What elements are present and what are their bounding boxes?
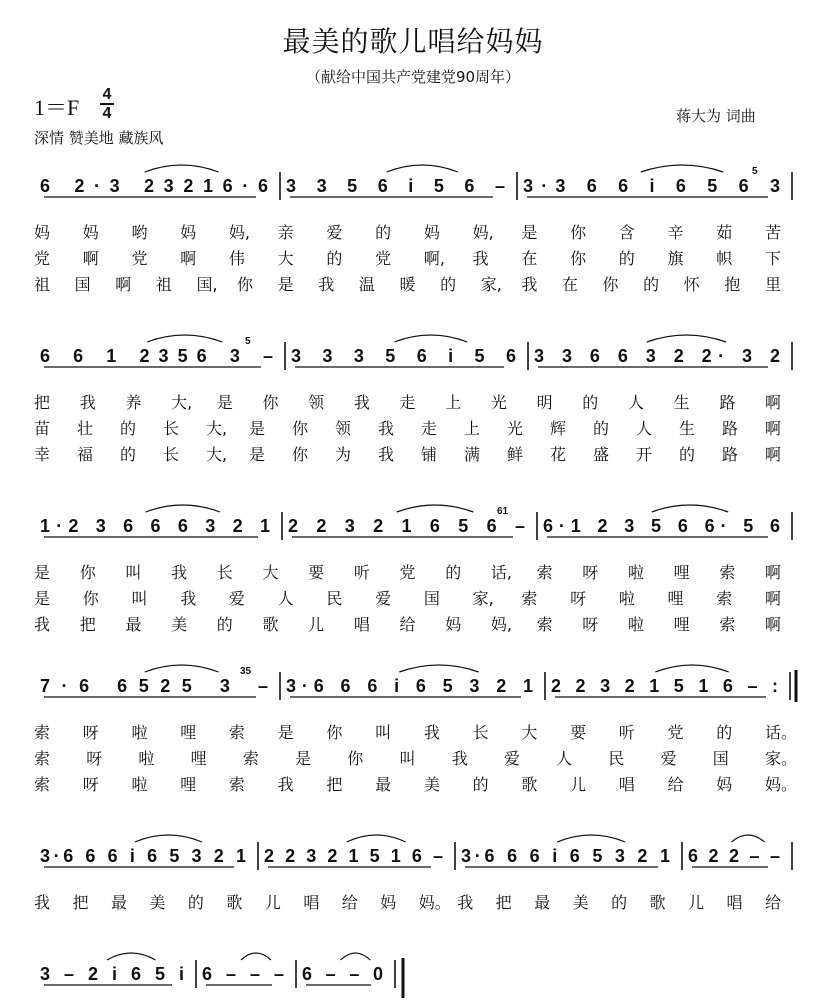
measure-notes: 3 – 2 i 6 5 i — [40, 964, 184, 984]
lyric-syllable: 啊 — [115, 275, 132, 294]
measure-notes: 7·6 6525 3 – — [40, 676, 268, 696]
lyric-syllable: 索 — [719, 615, 736, 634]
lyric-syllable: 旗 — [667, 249, 684, 268]
lyric-syllable: 唱 — [303, 893, 320, 912]
lyric-syllable: 哩 — [180, 775, 197, 794]
lyric-syllable: 长 — [472, 723, 489, 742]
lyric-syllable: 明 — [536, 393, 553, 412]
lyric-syllable: 哩 — [673, 563, 690, 582]
lyric-syllable: 索 — [536, 615, 553, 634]
lyric-syllable: 民 — [326, 589, 343, 608]
lyric-syllable: 路 — [722, 419, 739, 438]
lyric-syllable: 党 — [667, 723, 684, 742]
lyric-syllable: 呀 — [82, 723, 99, 742]
lyric-syllable: 的 — [375, 223, 392, 242]
lyric-syllable: 光 — [507, 419, 524, 438]
lyric-syllable: 爱 — [228, 589, 245, 608]
measure-notes: 1·2 3 6 6 6 3 2 1 — [40, 516, 270, 536]
lyric-syllable: 你 — [347, 749, 364, 768]
lyric-syllable: 大 — [262, 563, 279, 582]
lyric-syllable: 大 — [277, 249, 294, 268]
lyric-syllable: 妈。 — [765, 775, 798, 794]
lyric-syllable: 我 — [34, 893, 51, 912]
lyric-syllable: 呀 — [86, 749, 103, 768]
lyric-syllable: 你 — [292, 445, 309, 464]
lyric-syllable: 路 — [719, 393, 736, 412]
lyric-syllable: 呀 — [82, 775, 99, 794]
lyric-syllable: 家, — [480, 275, 502, 294]
lyric-syllable: 索 — [716, 589, 733, 608]
lyric-syllable: 啊 — [765, 589, 782, 608]
lyric-syllable: 暖 — [399, 275, 416, 294]
lyric-syllable: 的 — [643, 275, 660, 294]
lyric-syllable: 党 — [375, 249, 392, 268]
lyric-syllable: 给 — [667, 775, 684, 794]
lyric-syllable: 爱 — [375, 589, 392, 608]
song-title: 最美的歌儿唱给妈妈 — [282, 25, 544, 58]
lyric-syllable: 下 — [765, 249, 782, 268]
grace-note: 61 — [497, 506, 509, 517]
lyric-syllable: 歌 — [521, 775, 538, 794]
slur-arc — [397, 505, 474, 512]
lyric-syllable: 含 — [618, 223, 635, 242]
lyric-syllable: 领 — [308, 393, 325, 412]
lyric-syllable: 唱 — [618, 775, 635, 794]
measure-notes: 2 2 3 2 1 6 5 6 – — [288, 516, 525, 536]
lyric-syllable: 上 — [464, 419, 481, 438]
lyric-syllable: 盛 — [593, 445, 610, 464]
composer-credit: 蒋大为 词曲 — [676, 107, 756, 125]
slur-arc — [145, 665, 219, 672]
lyric-syllable: 苗 — [34, 419, 51, 438]
measure-notes: 2 2 3 2 1 5 1 6 – : — [551, 676, 778, 696]
slur-arc — [399, 665, 479, 672]
lyric-syllable: 最 — [375, 775, 392, 794]
lyric-syllable: 的 — [582, 393, 599, 412]
lyric-syllable: 党 — [34, 249, 51, 268]
lyric-syllable: 哟 — [131, 223, 148, 242]
lyric-syllable: 国 — [423, 589, 440, 608]
lyric-syllable: 哩 — [667, 589, 684, 608]
lyric-syllable: 妈 — [445, 615, 462, 634]
slur-arc — [387, 165, 458, 172]
lyric-syllable: 的 — [440, 275, 457, 294]
lyric-syllable: 人 — [627, 393, 644, 412]
measure-notes: 6·1 2 3 5 6 6· 5 6 — [543, 516, 780, 536]
lyric-syllable: 养 — [125, 393, 142, 412]
lyric-syllable: 啦 — [131, 723, 148, 742]
lyric-syllable: 光 — [490, 393, 507, 412]
lyric-syllable: 党 — [131, 249, 148, 268]
lyric-syllable: 辉 — [550, 419, 567, 438]
lyric-syllable: 祖 — [155, 275, 172, 294]
measure-notes: 3·3 6 6 i 6 5 6 3 — [523, 176, 780, 196]
lyric-syllable: 听 — [618, 723, 635, 742]
slur-arc — [732, 835, 765, 842]
lyric-syllable: 我 — [318, 275, 335, 294]
slur-arc — [341, 953, 371, 960]
lyric-syllable: 大 — [521, 723, 538, 742]
lyric-syllable: 福 — [77, 445, 94, 464]
lyric-syllable: 温 — [358, 275, 375, 294]
lyric-syllable: 啦 — [131, 775, 148, 794]
lyric-syllable: 是 — [34, 563, 51, 582]
lyric-syllable: 叫 — [131, 589, 148, 608]
grace-note: 35 — [240, 666, 252, 677]
lyric-syllable: 给 — [765, 893, 782, 912]
lyric-syllable: 的 — [187, 893, 204, 912]
lyric-syllable: 的 — [716, 723, 733, 742]
lyric-syllable: 铺 — [421, 445, 438, 464]
measure-notes: 3 3 3 5 6 i 5 6 — [291, 346, 516, 366]
lyric-syllable: 的 — [120, 445, 137, 464]
lyric-syllable: 话, — [490, 563, 512, 582]
lyric-syllable: 叫 — [375, 723, 392, 742]
lyric-syllable: 人 — [636, 419, 653, 438]
measure-notes: 6 – – 0 — [302, 964, 383, 984]
lyric-syllable: 我 — [378, 445, 395, 464]
lyric-syllable: 是 — [521, 223, 538, 242]
lyric-syllable: 啦 — [138, 749, 155, 768]
lyric-syllable: 祖 — [34, 275, 51, 294]
lyric-syllable: 你 — [262, 393, 279, 412]
time-signature-top: 4 — [102, 86, 112, 103]
measure-notes: 3·6 6 6 i 6 5 3 2 1 — [461, 846, 670, 866]
lyric-syllable: 路 — [722, 445, 739, 464]
lyric-syllable: 亲 — [277, 223, 294, 242]
lyric-syllable: 妈, — [490, 615, 512, 634]
lyric-syllable: 歌 — [226, 893, 243, 912]
lyric-syllable: 的 — [618, 249, 635, 268]
lyric-syllable: 走 — [399, 393, 416, 412]
slur-arc — [394, 335, 467, 342]
lyric-syllable: 要 — [308, 563, 325, 582]
time-signature-bottom: 4 — [102, 105, 112, 122]
lyric-syllable: 为 — [335, 445, 352, 464]
lyric-syllable: 鲜 — [507, 445, 524, 464]
lyric-syllable: 美 — [423, 775, 440, 794]
lyric-syllable: 我 — [277, 775, 294, 794]
lyric-syllable: 你 — [570, 249, 587, 268]
lyric-syllable: 哩 — [180, 723, 197, 742]
slur-arc — [146, 505, 220, 512]
lyric-syllable: 我 — [79, 393, 96, 412]
measure-notes: 2 2 3 2 1 5 1 6 – — [264, 846, 443, 866]
lyric-syllable: 呀 — [582, 563, 599, 582]
lyric-syllable: 最 — [534, 893, 551, 912]
lyric-syllable: 人 — [556, 749, 573, 768]
lyric-syllable: 索 — [242, 749, 259, 768]
lyric-syllable: 呀 — [570, 589, 587, 608]
lyric-syllable: 你 — [570, 223, 587, 242]
lyric-syllable: 满 — [464, 445, 481, 464]
lyric-syllable: 把 — [326, 775, 343, 794]
lyric-syllable: 儿 — [264, 893, 281, 912]
lyric-syllable: 民 — [608, 749, 625, 768]
lyric-syllable: 你 — [79, 563, 96, 582]
lyric-syllable: 妈 — [380, 893, 397, 912]
lyric-syllable: 把 — [79, 615, 96, 634]
lyric-syllable: 花 — [550, 445, 567, 464]
lyric-syllable: 啊, — [423, 249, 445, 268]
lyric-syllable: 的 — [216, 615, 233, 634]
lyric-syllable: 是 — [249, 419, 266, 438]
measure-notes: 6 2·3 23216·6 — [40, 176, 268, 196]
lyric-syllable: 美 — [572, 893, 589, 912]
lyric-syllable: 歌 — [649, 893, 666, 912]
lyric-syllable: 叫 — [399, 749, 416, 768]
lyric-syllable: 长 — [163, 445, 180, 464]
lyric-syllable: 要 — [570, 723, 587, 742]
lyric-syllable: 的 — [593, 419, 610, 438]
lyric-syllable: 哩 — [190, 749, 207, 768]
measure-notes: 3 3 6 6 3 2 2· 3 2 — [534, 346, 780, 366]
lyric-syllable: 生 — [673, 393, 690, 412]
lyric-syllable: 唱 — [353, 615, 370, 634]
lyric-syllable: 茹 — [716, 223, 733, 242]
lyric-syllable: 儿 — [688, 893, 705, 912]
lyric-syllable: 啊 — [765, 615, 782, 634]
lyric-syllable: 帜 — [716, 249, 733, 268]
lyric-syllable: 国 — [712, 749, 729, 768]
lyric-syllable: 我 — [34, 615, 51, 634]
measure-notes: 6 – – – — [202, 964, 284, 984]
lyric-syllable: 把 — [495, 893, 512, 912]
lyric-syllable: 领 — [335, 419, 352, 438]
lyric-syllable: 最 — [110, 893, 127, 912]
slur-arc — [241, 953, 271, 960]
lyric-syllable: 啦 — [627, 615, 644, 634]
lyric-syllable: 大, — [171, 393, 193, 412]
lyric-syllable: 索 — [536, 563, 553, 582]
lyric-syllable: 我 — [451, 749, 468, 768]
expression-marking: 深情 赞美地 藏族风 — [34, 129, 164, 147]
lyric-syllable: 是 — [34, 589, 51, 608]
lyric-syllable: 啊 — [765, 445, 782, 464]
lyric-syllable: 爱 — [660, 749, 677, 768]
lyric-syllable: 家。 — [765, 749, 798, 768]
lyric-syllable: 伟 — [228, 249, 245, 268]
lyric-syllable: 歌 — [262, 615, 279, 634]
measure-notes: 6 6 1 2356 3 – — [40, 346, 273, 366]
lyric-syllable: 你 — [602, 275, 619, 294]
lyric-syllable: 爱 — [326, 223, 343, 242]
slur-arc — [641, 165, 724, 172]
lyric-syllable: 最 — [125, 615, 142, 634]
lyric-syllable: 的 — [326, 249, 343, 268]
lyric-syllable: 怀 — [683, 275, 700, 294]
lyric-syllable: 爱 — [503, 749, 520, 768]
lyric-syllable: 妈, — [472, 223, 494, 242]
measure-notes: 6 2 2 – – — [688, 846, 780, 866]
lyric-syllable: 唱 — [726, 893, 743, 912]
lyric-syllable: 给 — [341, 893, 358, 912]
lyric-syllable: 家, — [472, 589, 494, 608]
lyric-syllable: 我 — [472, 249, 489, 268]
measure-notes: 3 3 5 6 i 5 6 – — [286, 176, 505, 196]
song-subtitle: （献给中国共产党建党90周年） — [305, 68, 521, 86]
lyric-syllable: 把 — [72, 893, 89, 912]
lyric-syllable: 话。 — [765, 723, 798, 742]
lyric-syllable: 抱 — [724, 275, 741, 294]
lyric-syllable: 索 — [34, 775, 51, 794]
lyric-syllable: 索 — [34, 723, 51, 742]
lyric-syllable: 大, — [206, 419, 228, 438]
lyric-syllable: 我 — [180, 589, 197, 608]
lyric-syllable: 啦 — [627, 563, 644, 582]
lyric-syllable: 上 — [445, 393, 462, 412]
lyric-syllable: 美 — [171, 615, 188, 634]
lyric-syllable: 我 — [423, 723, 440, 742]
lyric-syllable: 是 — [277, 723, 294, 742]
slur-arc — [655, 665, 729, 672]
lyric-syllable: 开 — [636, 445, 653, 464]
grace-note: 5 — [752, 166, 758, 177]
lyric-syllable: 是 — [295, 749, 312, 768]
lyric-syllable: 妈 — [34, 223, 51, 242]
lyric-syllable: 你 — [326, 723, 343, 742]
lyric-syllable: 你 — [82, 589, 99, 608]
lyric-syllable: 的 — [472, 775, 489, 794]
slur-arc — [135, 835, 202, 842]
lyric-syllable: 叫 — [125, 563, 142, 582]
lyric-syllable: 辛 — [667, 223, 684, 242]
lyric-syllable: 给 — [399, 615, 416, 634]
lyric-syllable: 国, — [196, 275, 218, 294]
lyric-syllable: 壮 — [77, 419, 94, 438]
lyric-syllable: 幸 — [34, 445, 51, 464]
lyric-syllable: 我 — [521, 275, 538, 294]
lyric-syllable: 听 — [353, 563, 370, 582]
lyric-syllable: 美 — [149, 893, 166, 912]
lyric-syllable: 的 — [679, 445, 696, 464]
grace-note: 5 — [245, 336, 251, 347]
lyric-syllable: 索 — [228, 723, 245, 742]
lyric-syllable: 我 — [378, 419, 395, 438]
lyric-syllable: 人 — [277, 589, 294, 608]
lyric-syllable: 我 — [457, 893, 474, 912]
lyric-syllable: 索 — [34, 749, 51, 768]
slur-arc — [557, 835, 625, 842]
slur-arc — [347, 835, 406, 842]
lyric-syllable: 生 — [679, 419, 696, 438]
lyric-syllable: 你 — [237, 275, 254, 294]
slur-arc — [652, 505, 729, 512]
measure-notes: 3·6 6 6 i 6 5 3 2 1 — [40, 846, 246, 866]
lyric-syllable: 索 — [228, 775, 245, 794]
lyric-syllable: 你 — [292, 419, 309, 438]
lyric-syllable: 索 — [521, 589, 538, 608]
lyric-syllable: 儿 — [570, 775, 587, 794]
lyric-syllable: 妈, — [228, 223, 251, 242]
lyric-syllable: 哩 — [673, 615, 690, 634]
lyric-syllable: 我 — [171, 563, 188, 582]
key-signature: 1＝F — [34, 95, 80, 120]
slur-arc — [147, 335, 222, 342]
lyric-syllable: 我 — [353, 393, 370, 412]
lyric-syllable: 呀 — [582, 615, 599, 634]
lyric-syllable: 啦 — [618, 589, 635, 608]
lyric-syllable: 是 — [277, 275, 294, 294]
lyric-syllable: 在 — [561, 275, 578, 294]
lyric-syllable: 啊 — [765, 419, 782, 438]
lyric-syllable: 啊 — [180, 249, 197, 268]
lyric-syllable: 把 — [34, 393, 51, 412]
slur-arc — [145, 165, 219, 172]
lyric-syllable: 苦 — [765, 223, 782, 242]
lyric-syllable: 的 — [611, 893, 628, 912]
lyric-syllable: 索 — [719, 563, 736, 582]
lyric-syllable: 是 — [216, 393, 233, 412]
measure-notes: 3·6 6 6 i 6 5 3 2 1 — [286, 676, 533, 696]
lyric-syllable: 妈 — [423, 223, 440, 242]
lyric-syllable: 妈 — [716, 775, 733, 794]
lyric-syllable: 的 — [120, 419, 137, 438]
lyric-syllable: 在 — [521, 249, 538, 268]
lyric-syllable: 里 — [765, 275, 782, 294]
lyric-syllable: 妈。 — [418, 893, 451, 912]
lyric-syllable: 妈 — [180, 223, 197, 242]
lyric-syllable: 党 — [399, 563, 416, 582]
lyric-syllable: 是 — [249, 445, 266, 464]
lyric-syllable: 长 — [163, 419, 180, 438]
lyric-syllable: 儿 — [308, 615, 325, 634]
slur-arc — [647, 335, 726, 342]
lyric-syllable: 妈 — [82, 223, 99, 242]
lyric-syllable: 长 — [216, 563, 233, 582]
lyric-syllable: 国 — [74, 275, 91, 294]
lyric-syllable: 大, — [206, 445, 228, 464]
lyric-syllable: 啊 — [765, 563, 782, 582]
slur-arc — [107, 953, 156, 960]
lyric-syllable: 啊 — [765, 393, 782, 412]
lyric-syllable: 的 — [445, 563, 462, 582]
lyric-syllable: 啊 — [82, 249, 99, 268]
lyric-syllable: 走 — [421, 419, 438, 438]
